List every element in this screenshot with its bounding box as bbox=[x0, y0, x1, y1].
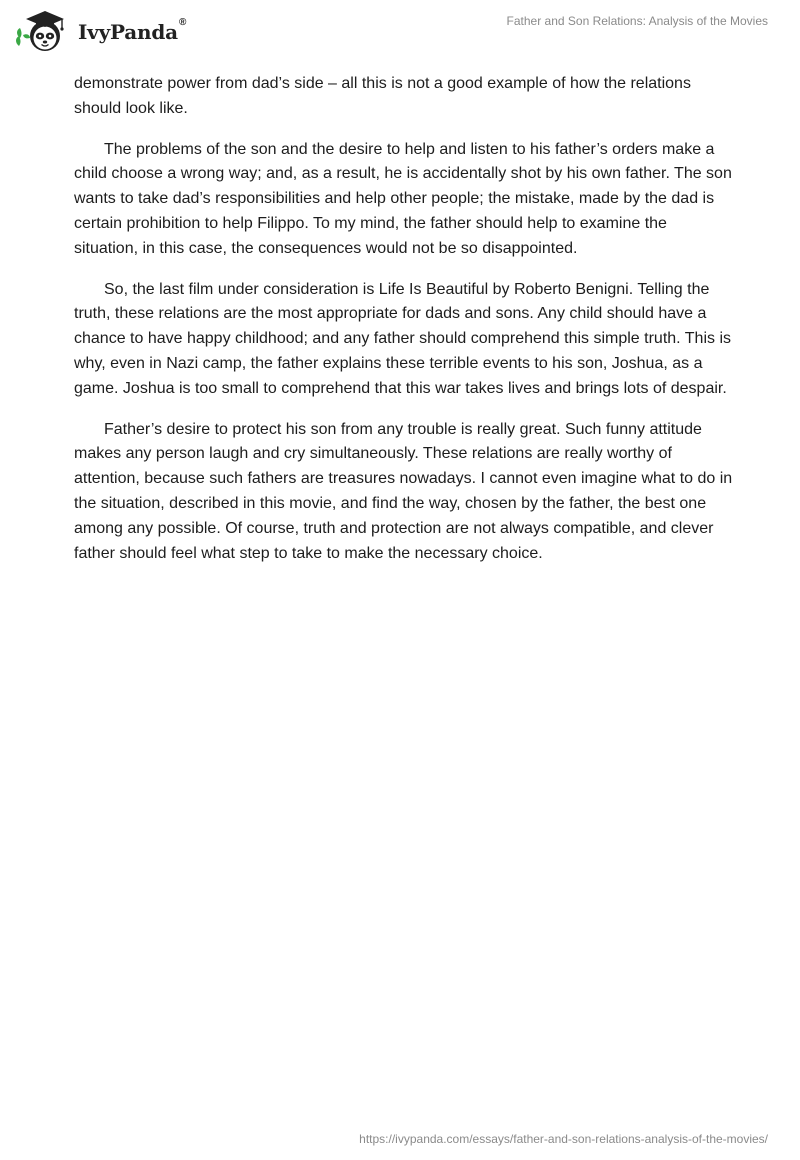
registered-mark: ® bbox=[178, 17, 187, 28]
source-url-link[interactable]: https://ivypanda.com/essays/father-and-son-relations-analysis-of-the-movies/ bbox=[359, 1132, 768, 1146]
paragraph: So, the last film under consideration is Life Is Beautiful by Roberto Benigni. Telling the truth, these relations are the most appropriate for dads and sons. Any child should have a chance to have happy childhood; and any father should comprehend this simple truth. This is why, even in Nazi camp, the father explains these terrible events to his son, Joshua, as a game. Joshua is too small to comprehend that this war takes lives and brings lots of despair. bbox=[74, 280, 731, 397]
ivypanda-logo[interactable] bbox=[14, 8, 186, 54]
panda-graduation-cap-icon bbox=[14, 8, 74, 54]
page-header bbox=[0, 0, 800, 60]
paragraph-continuation: demonstrate power from dad’s side – all this is not a good example of how the relations should look like. bbox=[74, 75, 691, 117]
document-title: Father and Son Relations: Analysis of the Movies bbox=[506, 14, 768, 28]
brand-name: IvyPanda® bbox=[78, 17, 187, 44]
paragraph: The problems of the son and the desire to help and listen to his father’s orders make a child choose a wrong way; and, as a result, he is accidentally shot by his own father. The son wants to take dad’s responsibilities and help other people; the mistake, made by the dad is certain prohibition to help Filippo. To my mind, the father should help to examine the situation, in this case, the consequences would not be so disappointed. bbox=[74, 140, 732, 257]
essay-body bbox=[74, 72, 734, 582]
paragraph: Father’s desire to protect his son from any trouble is really great. Such funny attitude makes any person laugh and cry simultaneously. These relations are really worthy of attention, because such fathers are treasures nowadays. I cannot even imagine what to do in the situation, described in this movie, and find the way, chosen by the father, the best one among any possible. Of course, truth and protection are not always compatible, and clever father should feel what step to take to make the necessary choice. bbox=[74, 420, 733, 562]
